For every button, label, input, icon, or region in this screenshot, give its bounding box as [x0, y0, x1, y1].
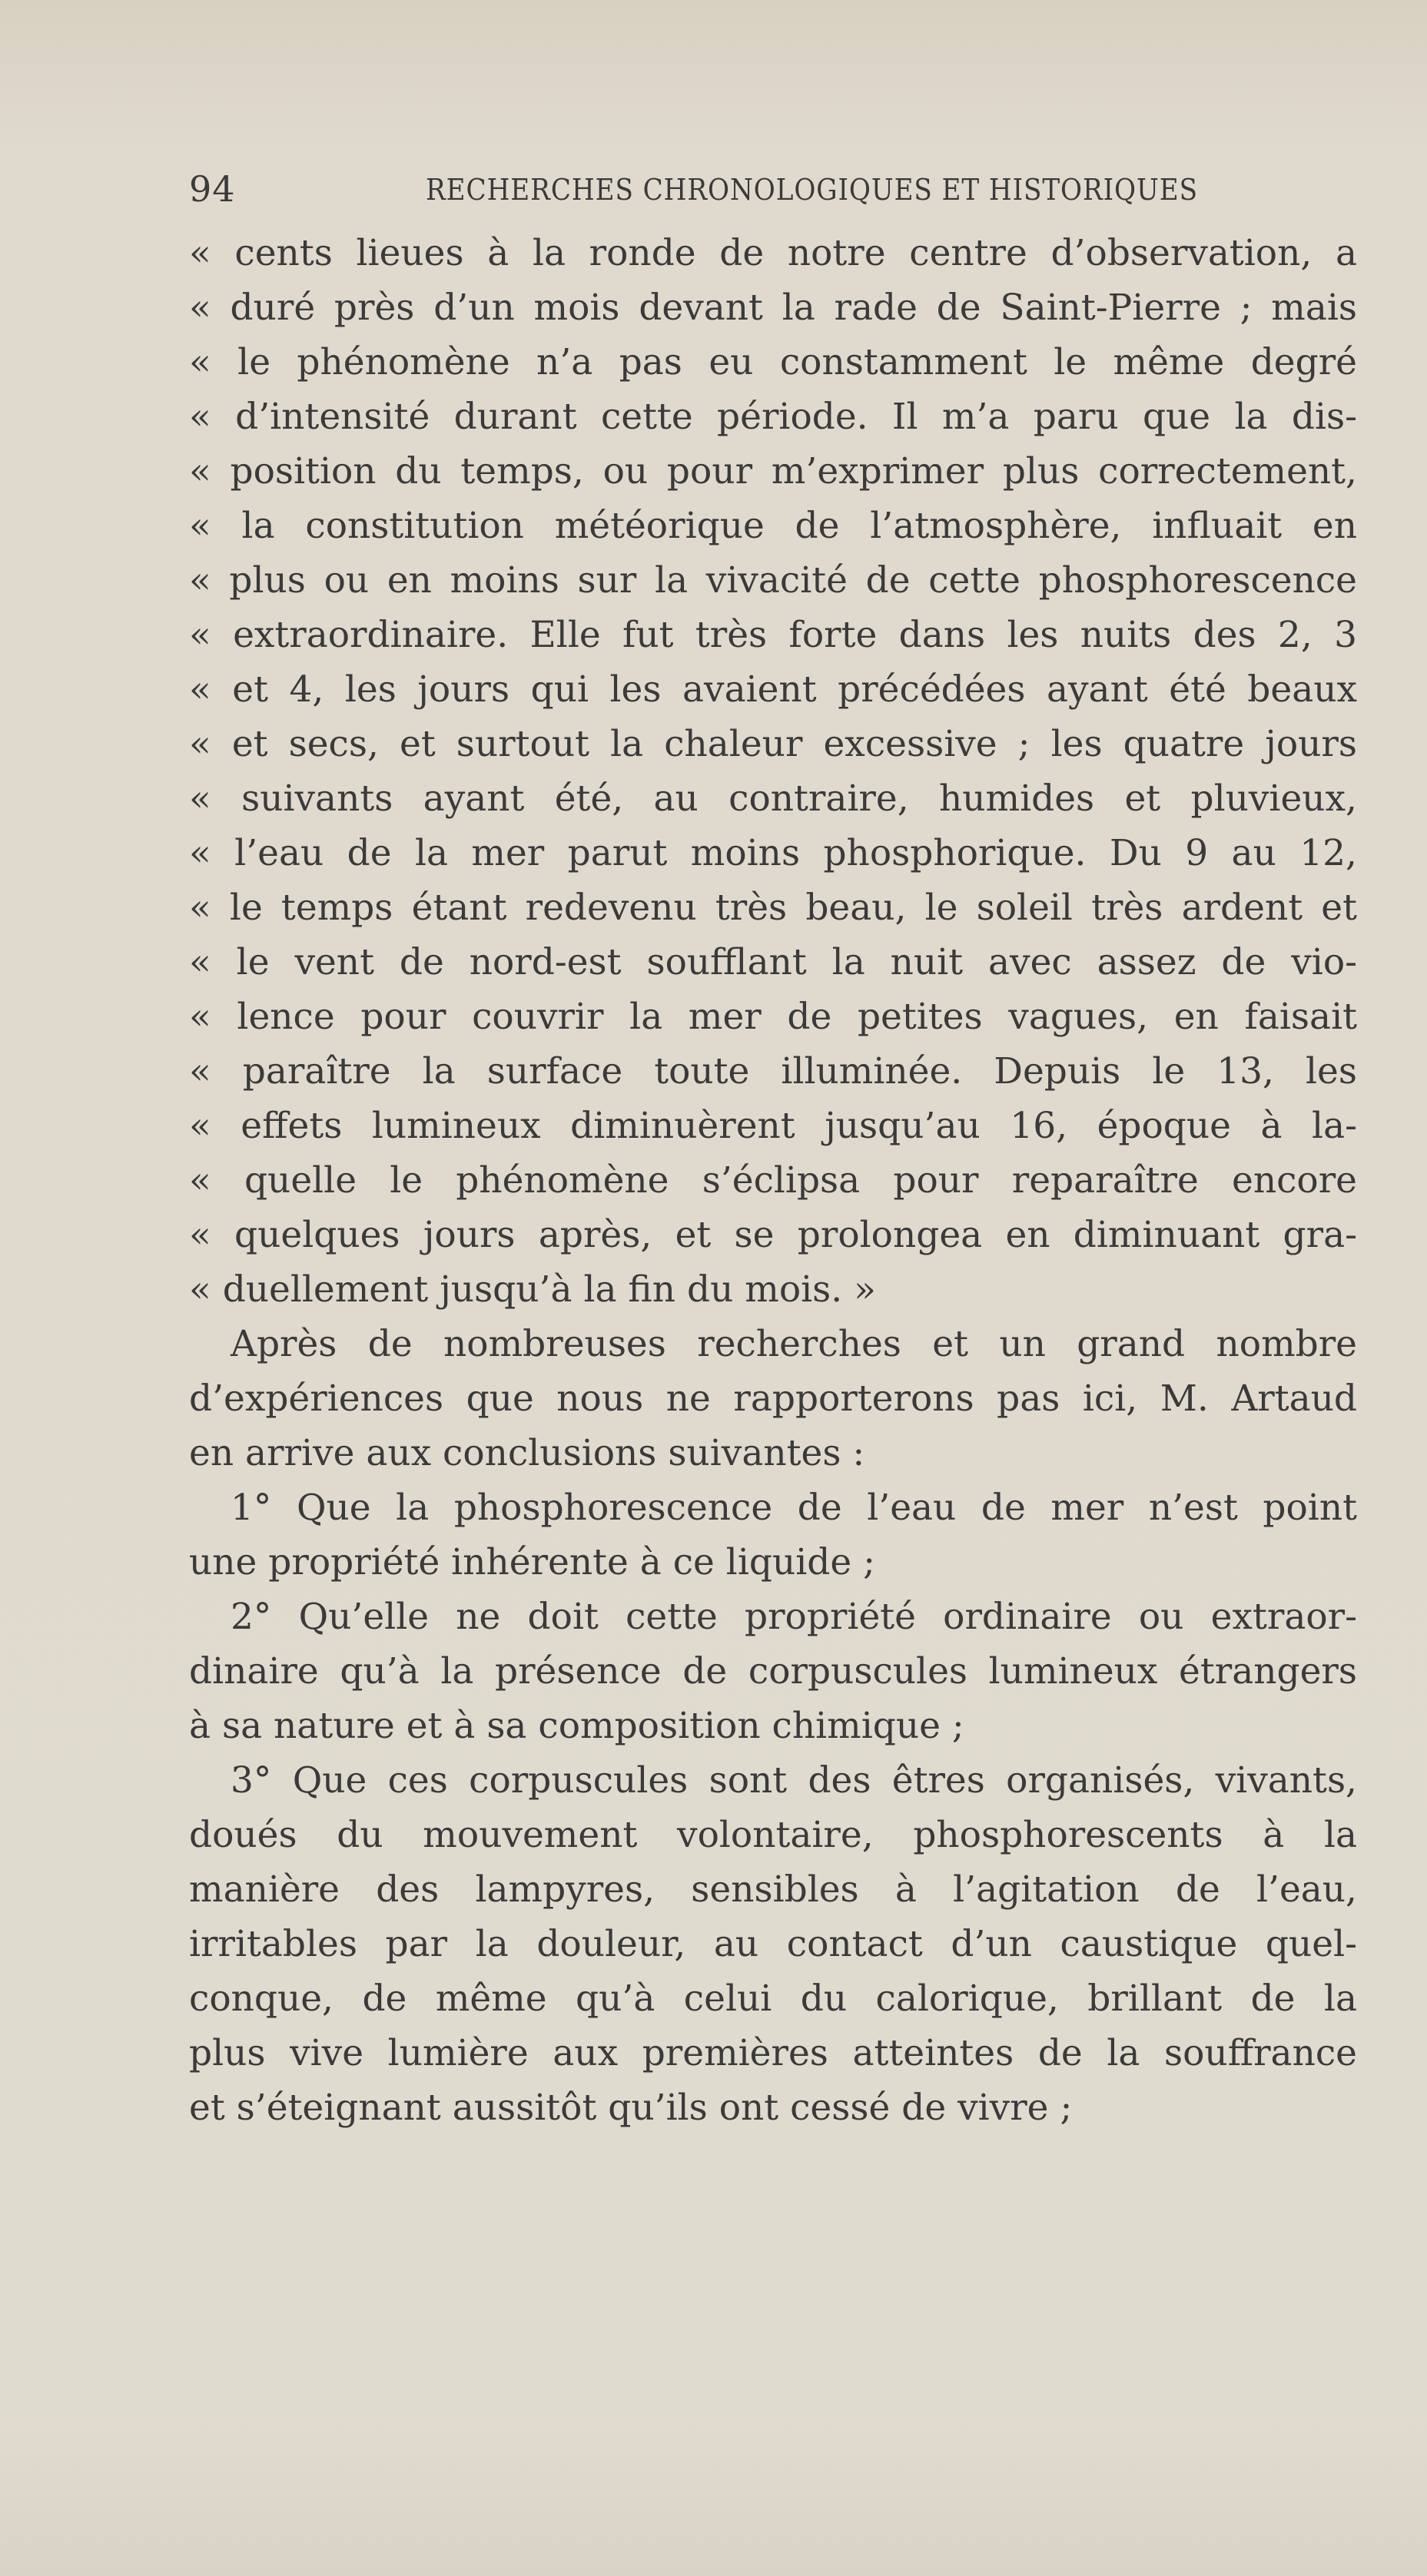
text-line: « plus ou en moins sur la vivacité de cette phosphorescence — [189, 559, 1357, 602]
text-line: dinaire qu’à la présence de corpuscules lumineux étrangers — [189, 1650, 1357, 1692]
list-item-1: 1° Que la phosphorescence de l’eau de mer n’est point — [231, 1487, 1357, 1529]
text-line: « et 4, les jours qui les avaient précédées ayant été beaux — [189, 668, 1357, 711]
text-line: « duré près d’un mois devant la rade de Saint-Pierre ; mais — [189, 287, 1357, 329]
running-title: RECHERCHES CHRONOLOGIQUES ET HISTORIQUES — [426, 173, 1198, 207]
text-line: et s’éteignant aussitôt qu’ils ont cessé de vivre ; — [189, 2087, 1073, 2129]
text-line: « effets lumineux diminuèrent jusqu’au 16, époque à la- — [189, 1105, 1357, 1147]
text-line: manière des lampyres, sensibles à l’agitation de l’eau, — [189, 1868, 1357, 1911]
text-line: « le vent de nord-est soufflant la nuit avec assez de vio- — [189, 941, 1357, 983]
text-line: « suivants ayant été, au contraire, humides et pluvieux, — [189, 777, 1357, 820]
text-line: d’expériences que nous ne rapporterons pas ici, M. Artaud — [189, 1378, 1357, 1420]
text-line: « paraître la surface toute illuminée. Depuis le 13, les — [189, 1050, 1357, 1092]
page-number: 94 — [189, 168, 236, 210]
text-line: une propriété inhérente à ce liquide ; — [189, 1541, 875, 1583]
text-line: irritables par la douleur, au contact d’un caustique quel- — [189, 1923, 1357, 1965]
text-line: « quelques jours après, et se prolongea en diminuant gra- — [189, 1214, 1357, 1256]
text-line: « d’intensité durant cette période. Il m’a paru que la dis- — [189, 396, 1357, 438]
text-line: « le phénomène n’a pas eu constamment le même degré — [189, 341, 1357, 383]
text-line: « position du temps, ou pour m’exprimer plus correctement, — [189, 450, 1357, 492]
list-item-2: 2° Qu’elle ne doit cette propriété ordinaire ou extraor- — [231, 1596, 1357, 1638]
text-line: « extraordinaire. Elle fut très forte dans les nuits des 2, 3 — [189, 614, 1357, 656]
text-line: à sa nature et à sa composition chimique ; — [189, 1705, 964, 1747]
text-line: « l’eau de la mer parut moins phosphorique. Du 9 au 12, — [189, 832, 1357, 874]
text-line: en arrive aux conclusions suivantes : — [189, 1432, 865, 1474]
text-line: « la constitution météorique de l’atmosphère, influait en — [189, 505, 1357, 547]
text-line: « duellement jusqu’à la fin du mois. » — [189, 1268, 876, 1311]
text-line: plus vive lumière aux premières atteintes de la souffrance — [189, 2032, 1357, 2074]
list-item-3: 3° Que ces corpuscules sont des êtres organisés, vivants, — [231, 1759, 1357, 1802]
text-line: « quelle le phénomène s’éclipsa pour reparaître encore — [189, 1159, 1357, 1202]
text-line: « lence pour couvrir la mer de petites vagues, en faisait — [189, 996, 1357, 1038]
text-line: « le temps étant redevenu très beau, le soleil très ardent et — [189, 887, 1357, 929]
text-line: « cents lieues à la ronde de notre centre d’observation, a — [189, 232, 1357, 274]
text-line: doués du mouvement volontaire, phosphorescents à la — [189, 1814, 1357, 1856]
text-line: conque, de même qu’à celui du calorique, brillant de la — [189, 1978, 1357, 2020]
text-line: « et secs, et surtout la chaleur excessive ; les quatre jours — [189, 723, 1357, 765]
page-header — [189, 167, 1196, 211]
paragraph-first-line: Après de nombreuses recherches et un grand nombre — [231, 1323, 1357, 1365]
